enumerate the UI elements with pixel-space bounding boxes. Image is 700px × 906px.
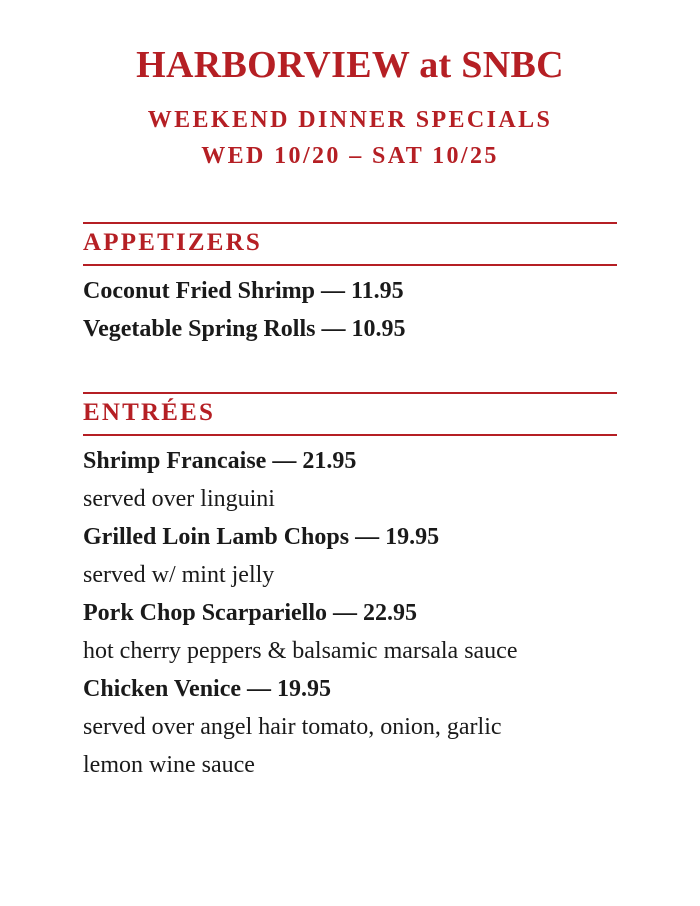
- entree-list: [83, 442, 617, 784]
- appetizers-section: [83, 222, 617, 348]
- menu-item-pork-chop-scarpariello: Pork Chop Scarpariello — 22.95: [83, 600, 417, 626]
- entrees-section: [83, 392, 617, 784]
- restaurant-title: HARBORVIEW at SNBC: [136, 44, 564, 86]
- section-bottom-rule: [83, 434, 617, 436]
- menu-item-lamb-chops: Grilled Loin Lamb Chops — 19.95: [83, 524, 440, 550]
- appetizer-list: [83, 272, 617, 348]
- menu-item-shrimp-francaise: Shrimp Francaise — 21.95: [83, 448, 357, 474]
- specials-dates: WED 10/20 – SAT 10/25: [201, 143, 499, 169]
- menu-item-vegetable-spring-rolls: Vegetable Spring Rolls — 10.95: [83, 316, 406, 342]
- section-bottom-rule: [83, 264, 617, 266]
- menu-item-desc-chicken-venice: served over angel hair tomato, onion, garlic lemon wine sauce: [83, 714, 502, 778]
- menu-header: [0, 42, 700, 174]
- section-title-entrees: ENTRÉES: [83, 399, 216, 426]
- specials-subtitle: WEEKEND DINNER SPECIALS: [147, 107, 553, 133]
- menu-item-desc-shrimp-francaise: served over linguini: [83, 486, 275, 512]
- menu-item-desc-pork-chop-scarpariello: hot cherry peppers & balsamic marsala sauce: [83, 638, 518, 664]
- menu-item-desc-lamb-chops: served w/ mint jelly: [83, 562, 275, 588]
- menu-item-coconut-fried-shrimp: Coconut Fried Shrimp — 11.95: [83, 278, 404, 304]
- section-title-appetizers: APPETIZERS: [83, 229, 262, 256]
- menu-item-chicken-venice: Chicken Venice — 19.95: [83, 676, 332, 702]
